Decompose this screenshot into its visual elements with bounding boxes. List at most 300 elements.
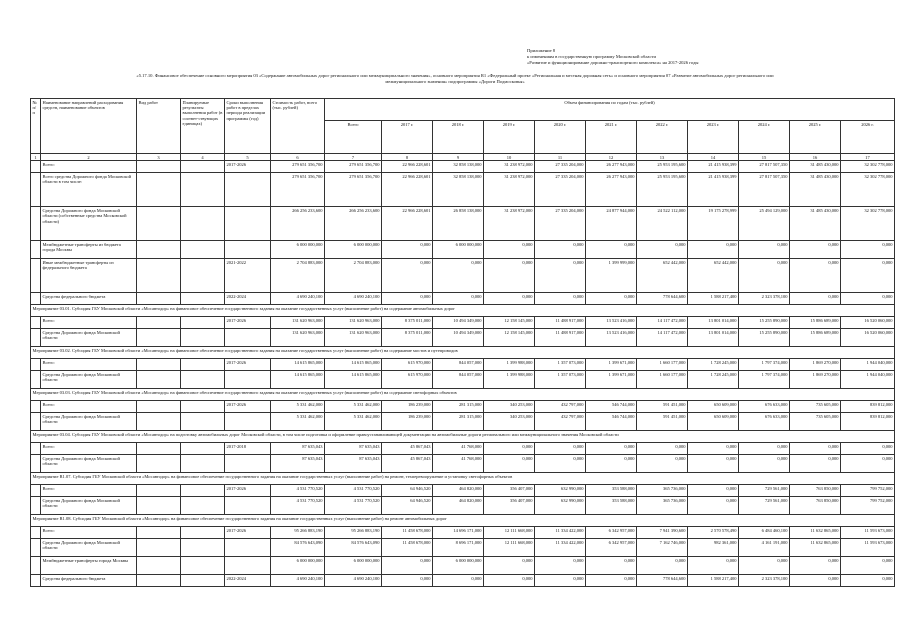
row-value: 0,000 xyxy=(637,443,688,455)
row-value: 6 000 000,000 xyxy=(433,241,484,259)
table-row xyxy=(31,527,895,539)
row-value: 2 704 883,000 xyxy=(325,259,382,293)
row-value: 0,000 xyxy=(637,557,688,575)
row-work-type xyxy=(137,443,181,455)
row-name: Всего: xyxy=(41,527,137,539)
section-title-row xyxy=(31,389,895,401)
row-term: 2017-2026 xyxy=(225,485,271,497)
row-cost: 5 331 462,000 xyxy=(271,413,325,431)
row-value: 87 635,043 xyxy=(325,455,382,473)
row-value: 763 850,000 xyxy=(790,497,841,515)
column-number: 9 xyxy=(433,154,484,161)
row-number-cell xyxy=(31,371,41,389)
row-value: 844 057,000 xyxy=(433,371,484,389)
row-value: 11 334 422,000 xyxy=(535,539,586,557)
section-title-row xyxy=(31,473,895,485)
column-number: 14 xyxy=(688,154,739,161)
section-title-row xyxy=(31,305,895,317)
row-value: 14 615 865,000 xyxy=(325,359,382,371)
row-value: 279 651 356,700 xyxy=(325,161,382,173)
table-row xyxy=(31,401,895,413)
header-year: 2025 г. xyxy=(790,121,841,154)
row-value: 353 588,000 xyxy=(586,497,637,515)
row-number-cell xyxy=(31,161,41,173)
row-cost: 95 266 883,190 xyxy=(271,527,325,539)
row-value: 0,000 xyxy=(790,241,841,259)
row-value: 0,000 xyxy=(535,455,586,473)
column-number: 17 xyxy=(841,154,895,161)
row-value: 652 442,000 xyxy=(688,259,739,293)
row-value: 0,000 xyxy=(433,575,484,587)
row-value: 1 399 671,000 xyxy=(586,371,637,389)
row-number-cell xyxy=(31,329,41,347)
header-year: 2021 г. xyxy=(586,121,637,154)
row-value: 4 161 191,000 xyxy=(739,539,790,557)
row-name: Всего: xyxy=(41,161,137,173)
row-value: 0,000 xyxy=(841,241,895,259)
row-value: 22 966 228,601 xyxy=(382,161,433,173)
row-value: 266 256 233,600 xyxy=(325,207,382,241)
funding-table xyxy=(30,98,895,587)
row-value: 0,000 xyxy=(790,259,841,293)
row-work-type xyxy=(137,241,181,259)
heading-line: «5.17.10. Финансовое обеспечение основного мероприятия 03 «Содержание автомобильных дорог регионального или межмуниципального значения», основного мероприятия R1 «Федеральный проект «Региональная и местная дорожная сеть» и основного мероприятия 07 «Развитие автомобильных дорог регионального или xyxy=(136,73,774,78)
row-value: 464 820,000 xyxy=(433,497,484,515)
section-title: Мероприятие 03.03. Субсидия ГБУ Московской области «Мосавтодор» на финансовое обеспечение государственного задания на оказание государственных услуг (выполнение работ) на содержание светофорных объектов xyxy=(31,389,895,401)
row-value: 11 488 917,000 xyxy=(535,329,586,347)
row-value: 84 576 643,090 xyxy=(325,539,382,557)
column-number: 3 xyxy=(137,154,181,161)
column-number: 13 xyxy=(637,154,688,161)
row-value: 0,000 xyxy=(484,293,535,305)
row-cost: 2 704 883,000 xyxy=(271,259,325,293)
row-value: 0,000 xyxy=(586,575,637,587)
row-value: 799 752,000 xyxy=(841,497,895,515)
row-value: 650 609,000 xyxy=(688,413,739,431)
row-value: 22 966 228,601 xyxy=(382,173,433,207)
header-work-type: Вид работ xyxy=(137,99,181,154)
row-value: 615 970,000 xyxy=(382,371,433,389)
row-number-cell xyxy=(31,413,41,431)
row-value: 15 255 890,000 xyxy=(739,329,790,347)
row-value: 131 620 963,000 xyxy=(325,317,382,329)
row-value: 19 175 278,999 xyxy=(688,207,739,241)
row-value: 21 415 938,399 xyxy=(688,161,739,173)
row-value: 0,000 xyxy=(484,575,535,587)
row-number-cell xyxy=(31,443,41,455)
row-value: 14 696 171,000 xyxy=(433,527,484,539)
row-name: Всего: xyxy=(41,317,137,329)
row-capacity xyxy=(181,317,225,329)
row-work-type xyxy=(137,527,181,539)
row-value: 31 485 430,000 xyxy=(790,161,841,173)
row-term: 2017-2026 xyxy=(225,401,271,413)
table-row xyxy=(31,455,895,473)
row-value: 0,000 xyxy=(433,293,484,305)
row-value: 31 238 972,000 xyxy=(484,173,535,207)
row-value: 279 651 356,700 xyxy=(325,173,382,207)
column-number: 5 xyxy=(225,154,271,161)
row-value: 281 315,000 xyxy=(433,401,484,413)
row-value: 8 375 011,000 xyxy=(382,317,433,329)
row-name: Средства Дорожного фонда Московской области xyxy=(41,455,137,473)
section-title: Мероприятие 03.02. Субсидия ГБУ Московской области «Мосавтодор» на финансовое обеспечение государственного задания на оказание государственных услуг (выполнение работ) на содержание мостов и путепроводов xyxy=(31,347,895,359)
row-capacity xyxy=(181,497,225,515)
row-work-type xyxy=(137,497,181,515)
column-number: 15 xyxy=(739,154,790,161)
row-term xyxy=(225,173,271,207)
row-capacity xyxy=(181,413,225,431)
row-value: 27 817 507,350 xyxy=(739,161,790,173)
row-value: 0,000 xyxy=(739,443,790,455)
table-row xyxy=(31,207,895,241)
row-value: 0,000 xyxy=(535,241,586,259)
row-number-cell xyxy=(31,293,41,305)
appendix-line: «Развитие и функционирование дорожно-транспортного комплекса» на 2017-2026 годы xyxy=(527,60,699,65)
row-value: 24 877 944,000 xyxy=(586,207,637,241)
row-value: 763 850,000 xyxy=(790,485,841,497)
row-value: 95 266 883,190 xyxy=(325,527,382,539)
appendix-note xyxy=(527,48,887,66)
row-capacity xyxy=(181,173,225,207)
row-value: 591 451,000 xyxy=(637,413,688,431)
row-value: 1 588 217,400 xyxy=(688,293,739,305)
row-work-type xyxy=(137,317,181,329)
table-row xyxy=(31,161,895,173)
row-term: 2017-2026 xyxy=(225,161,271,173)
row-name: Средства Дорожного фонда Московской области (собственные средства Московской области) xyxy=(41,207,137,241)
table-row xyxy=(31,575,895,587)
row-value: 1 869 270,000 xyxy=(790,371,841,389)
row-value: 6 342 957,000 xyxy=(586,539,637,557)
column-number: 11 xyxy=(535,154,586,161)
column-number: 16 xyxy=(790,154,841,161)
column-number: 12 xyxy=(586,154,637,161)
row-value: 676 633,000 xyxy=(739,413,790,431)
row-value: 2 323 378,100 xyxy=(739,575,790,587)
row-cost: 4 690 240,100 xyxy=(271,293,325,305)
row-cost: 4 690 240,100 xyxy=(271,575,325,587)
row-value: 32 858 138,000 xyxy=(433,173,484,207)
row-value: 0,000 xyxy=(484,259,535,293)
header-year: 2022 г. xyxy=(637,121,688,154)
row-value: 64 946,520 xyxy=(382,497,433,515)
row-value: 8 375 011,000 xyxy=(382,329,433,347)
table-row xyxy=(31,173,895,207)
row-value: 14 117 472,000 xyxy=(637,317,688,329)
row-value: 1 944 040,000 xyxy=(841,371,895,389)
row-value: 0,000 xyxy=(586,455,637,473)
row-value: 0,000 xyxy=(382,293,433,305)
row-value: 650 609,000 xyxy=(688,401,739,413)
row-value: 615 970,000 xyxy=(382,359,433,371)
row-capacity xyxy=(181,161,225,173)
row-value: 6 000 000,000 xyxy=(433,557,484,575)
row-value: 0,000 xyxy=(790,575,841,587)
row-value: 0,000 xyxy=(535,293,586,305)
table-body xyxy=(31,161,895,587)
row-value: 546 744,000 xyxy=(586,401,637,413)
row-value: 839 812,000 xyxy=(841,413,895,431)
row-capacity xyxy=(181,539,225,557)
row-value: 0,000 xyxy=(382,241,433,259)
row-name: Всего средства Дорожного фонда Московской области в том числе: xyxy=(41,173,137,207)
row-number-cell xyxy=(31,539,41,557)
row-name: Средства федерального бюджета xyxy=(41,293,137,305)
row-cost: 4 531 770,520 xyxy=(271,497,325,515)
row-name: Всего: xyxy=(41,359,137,371)
row-value: 27 335 204,000 xyxy=(535,173,586,207)
header-year: 2026 г. xyxy=(841,121,895,154)
row-cost: 6 000 000,000 xyxy=(271,557,325,575)
row-value: 41 768,000 xyxy=(433,443,484,455)
row-number-cell xyxy=(31,173,41,207)
row-value: 0,000 xyxy=(484,443,535,455)
row-value: 6 484 460,100 xyxy=(739,527,790,539)
row-number-cell xyxy=(31,317,41,329)
row-name: Средства Дорожного фонда Московской области xyxy=(41,539,137,557)
row-name: Средства Дорожного фонда Московской области xyxy=(41,497,137,515)
row-value: 12 158 145,000 xyxy=(484,329,535,347)
row-name: Средства Дорожного фонда Московской области xyxy=(41,413,137,431)
row-cost: 266 256 233,600 xyxy=(271,207,325,241)
row-cost: 4 531 770,520 xyxy=(271,485,325,497)
row-value: 27 817 507,350 xyxy=(739,173,790,207)
row-value: 591 451,000 xyxy=(637,401,688,413)
row-number-cell xyxy=(31,575,41,587)
row-value: 27 335 204,000 xyxy=(535,207,586,241)
section-title: Мероприятие 03.04. Субсидия ГБУ Московской области «Мосавтодор» на подготовку автомобильных дорог Московской области, в том числе подготовка и оформление правоустанавливающей документации на автомобильные дороги регионального или межмуниципального значения Московской области xyxy=(31,431,895,443)
row-value: 1 869 270,000 xyxy=(790,359,841,371)
row-value: 432 797,000 xyxy=(535,401,586,413)
row-value: 1 660 177,000 xyxy=(637,371,688,389)
row-work-type xyxy=(137,557,181,575)
row-capacity xyxy=(181,443,225,455)
row-work-type xyxy=(137,161,181,173)
row-value: 13 801 014,000 xyxy=(688,317,739,329)
row-value: 1 728 245,000 xyxy=(688,359,739,371)
row-number-cell xyxy=(31,497,41,515)
row-value: 0,000 xyxy=(688,241,739,259)
row-work-type xyxy=(137,359,181,371)
row-value: 12 111 668,000 xyxy=(484,527,535,539)
row-value: 131 620 963,000 xyxy=(325,329,382,347)
section-title: Мероприятие R1.07. Субсидия ГБУ Московской области «Мосавтодор» на финансовое обеспечение государственного задания на оказание государственных услуг (выполнение работ) на ремонт, техперевооружение и установку светофорных объектов xyxy=(31,473,895,485)
row-value: 735 605,000 xyxy=(790,401,841,413)
row-value: 8 696 171,000 xyxy=(433,539,484,557)
row-value: 11 593 673,000 xyxy=(841,539,895,557)
row-name: Средства федерального бюджета xyxy=(41,575,137,587)
table-row xyxy=(31,557,895,575)
row-value: 0,000 xyxy=(382,575,433,587)
row-value: 0,000 xyxy=(790,443,841,455)
table-row xyxy=(31,259,895,293)
row-work-type xyxy=(137,371,181,389)
table-row xyxy=(31,329,895,347)
row-value: 1 588 217,400 xyxy=(688,575,739,587)
row-term: 2022-2024 xyxy=(225,293,271,305)
row-value: 0,000 xyxy=(841,293,895,305)
row-value: 1 399 671,000 xyxy=(586,359,637,371)
row-capacity xyxy=(181,455,225,473)
row-value: 0,000 xyxy=(688,443,739,455)
row-value: 15 255 890,000 xyxy=(739,317,790,329)
row-value: 0,000 xyxy=(790,557,841,575)
row-term: 2017-2026 xyxy=(225,317,271,329)
row-term: 2017-2026 xyxy=(225,527,271,539)
row-value: 844 057,000 xyxy=(433,359,484,371)
row-name: Всего: xyxy=(41,401,137,413)
row-value: 14 117 472,000 xyxy=(637,329,688,347)
row-capacity xyxy=(181,259,225,293)
section-title-row xyxy=(31,347,895,359)
row-capacity xyxy=(181,401,225,413)
appendix-line: Приложение 8 xyxy=(527,48,556,53)
row-value: 676 633,000 xyxy=(739,401,790,413)
row-value: 25 953 195,600 xyxy=(637,173,688,207)
column-number: 7 xyxy=(325,154,382,161)
row-value: 0,000 xyxy=(484,241,535,259)
row-term: 2021-2022 xyxy=(225,259,271,293)
row-value: 799 752,000 xyxy=(841,485,895,497)
row-value: 13 523 416,000 xyxy=(586,329,637,347)
row-value: 0,000 xyxy=(841,575,895,587)
row-value: 32 858 138,000 xyxy=(433,161,484,173)
row-capacity xyxy=(181,329,225,347)
row-value: 0,000 xyxy=(841,557,895,575)
header-number: № п/п xyxy=(31,99,41,154)
column-number: 1 xyxy=(31,154,41,161)
header-term: Сроки выполнения работ в пределах периода реализации программы (год) xyxy=(225,99,271,154)
row-value: 15 886 689,000 xyxy=(790,317,841,329)
header-capacity: Планируемые результаты выполнения работ (в соответ-ствующих единицах) xyxy=(181,99,225,154)
row-capacity xyxy=(181,207,225,241)
row-value: 1 660 177,000 xyxy=(637,359,688,371)
row-value: 11 488 917,000 xyxy=(535,317,586,329)
row-number-cell xyxy=(31,401,41,413)
row-value: 31 238 972,000 xyxy=(484,207,535,241)
row-value: 0,000 xyxy=(586,293,637,305)
row-value: 11 334 422,000 xyxy=(535,527,586,539)
row-cost: 14 615 865,000 xyxy=(271,359,325,371)
row-value: 365 736,000 xyxy=(637,485,688,497)
row-value: 11 632 865,000 xyxy=(790,539,841,557)
row-value: 365 736,000 xyxy=(637,497,688,515)
row-work-type xyxy=(137,575,181,587)
row-value: 1 797 374,000 xyxy=(739,359,790,371)
row-capacity xyxy=(181,241,225,259)
table-row xyxy=(31,241,895,259)
row-number-cell xyxy=(31,455,41,473)
row-capacity xyxy=(181,485,225,497)
header-year: 2020 г. xyxy=(535,121,586,154)
document-heading xyxy=(40,73,870,85)
row-value: 0,000 xyxy=(739,259,790,293)
section-title-row xyxy=(31,431,895,443)
row-name: Иные межбюджетные трансферты из федерального бюджета xyxy=(41,259,137,293)
row-value: 0,000 xyxy=(535,557,586,575)
row-value: 0,000 xyxy=(841,259,895,293)
row-value: 778 644,600 xyxy=(637,575,688,587)
header-total: Всего xyxy=(325,121,382,154)
row-value: 1 399 999,000 xyxy=(586,259,637,293)
header-cost: Стоимость работ, всего (тыс. рублей) xyxy=(271,99,325,154)
row-cost: 131 620 963,000 xyxy=(271,329,325,347)
row-value: 432 797,000 xyxy=(535,413,586,431)
row-value: 45 867,043 xyxy=(382,455,433,473)
row-name: Межбюджетные трансферты из бюджета города Москвы xyxy=(41,241,137,259)
row-cost: 131 620 963,000 xyxy=(271,317,325,329)
row-value: 6 342 957,000 xyxy=(586,527,637,539)
row-number-cell xyxy=(31,259,41,293)
row-value: 13 801 014,000 xyxy=(688,329,739,347)
row-value: 11 632 865,000 xyxy=(790,527,841,539)
row-value: 11 458 678,000 xyxy=(382,539,433,557)
row-value: 632 990,000 xyxy=(535,497,586,515)
row-work-type xyxy=(137,455,181,473)
row-value: 4 531 770,520 xyxy=(325,497,382,515)
row-value: 546 744,000 xyxy=(586,413,637,431)
table-row xyxy=(31,359,895,371)
table-row xyxy=(31,443,895,455)
row-value: 16 520 060,000 xyxy=(841,329,895,347)
row-value: 353 588,000 xyxy=(586,485,637,497)
row-value: 31 485 430,000 xyxy=(790,207,841,241)
row-value: 22 966 228,601 xyxy=(382,207,433,241)
row-name: Средства Дорожного фонда Московской области xyxy=(41,371,137,389)
row-term: 2017-2026 xyxy=(225,359,271,371)
table-row xyxy=(31,317,895,329)
row-value: 24 522 112,000 xyxy=(637,207,688,241)
row-value: 0,000 xyxy=(586,241,637,259)
row-value: 632 990,000 xyxy=(535,485,586,497)
row-value: 340 253,000 xyxy=(484,413,535,431)
row-value: 10 494 349,000 xyxy=(433,329,484,347)
row-value: 0,000 xyxy=(637,455,688,473)
row-capacity xyxy=(181,359,225,371)
heading-line: межмуниципального значения» подпрограммы «Дороги Подмосковья» xyxy=(385,79,525,84)
row-value: 1 399 988,000 xyxy=(484,359,535,371)
row-value: 0,000 xyxy=(382,259,433,293)
row-number-cell xyxy=(31,485,41,497)
row-cost: 14 615 865,000 xyxy=(271,371,325,389)
row-number-cell xyxy=(31,207,41,241)
row-value: 32 302 778,000 xyxy=(841,207,895,241)
header-year: 2024 г. xyxy=(739,121,790,154)
row-number-cell xyxy=(31,557,41,575)
row-value: 0,000 xyxy=(484,455,535,473)
row-value: 6 000 000,000 xyxy=(325,241,382,259)
row-work-type xyxy=(137,259,181,293)
header-year: 2019 г. xyxy=(484,121,535,154)
row-capacity xyxy=(181,371,225,389)
row-value: 340 253,000 xyxy=(484,401,535,413)
row-cost: 279 651 356,700 xyxy=(271,161,325,173)
row-value: 7 941 390,600 xyxy=(637,527,688,539)
row-value: 0,000 xyxy=(688,455,739,473)
row-value: 11 593 673,000 xyxy=(841,527,895,539)
appendix-line: к изменениям в государственную программу Московской области xyxy=(527,54,656,59)
row-value: 0,000 xyxy=(739,455,790,473)
row-value: 31 238 972,000 xyxy=(484,161,535,173)
row-name: Межбюджетные трансферты города Москвы xyxy=(41,557,137,575)
row-value: 652 442,000 xyxy=(637,259,688,293)
row-value: 6 000 000,000 xyxy=(325,557,382,575)
row-work-type xyxy=(137,485,181,497)
row-value: 25 494 129,000 xyxy=(739,207,790,241)
row-value: 0,000 xyxy=(535,575,586,587)
row-value: 26 277 943,000 xyxy=(586,173,637,207)
